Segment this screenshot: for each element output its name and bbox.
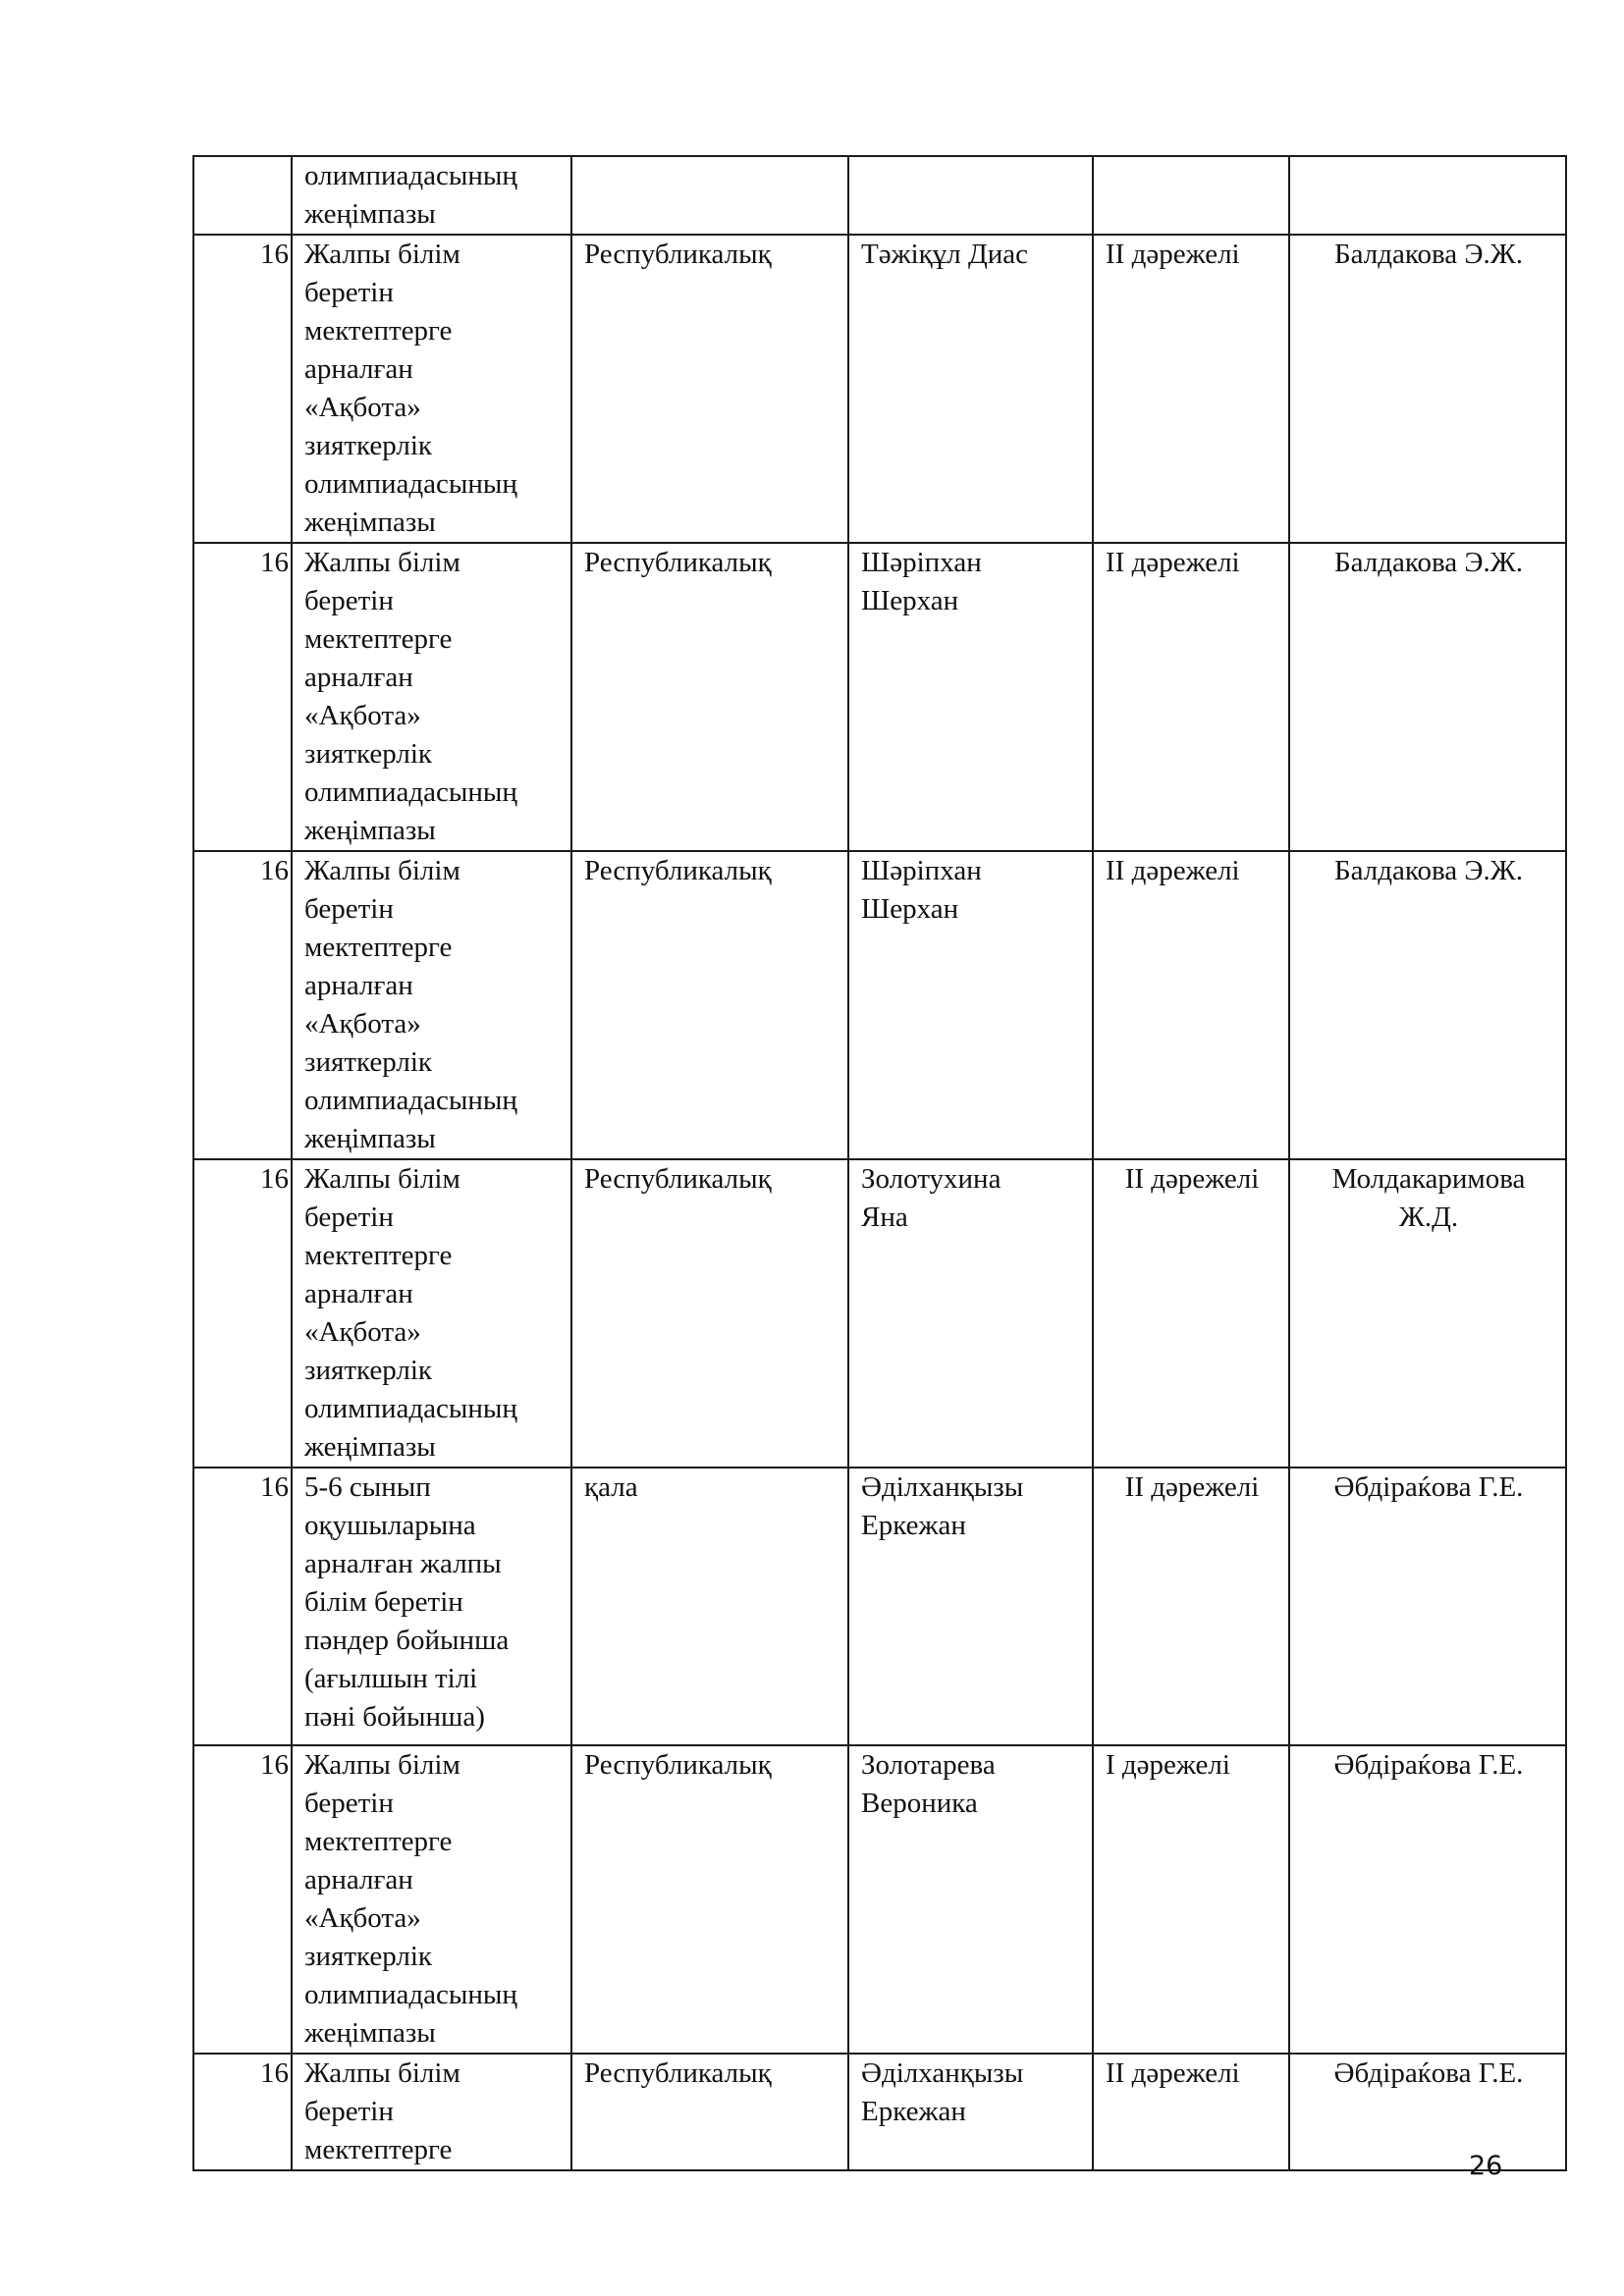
table-row <box>193 543 1566 851</box>
award-title-cell-line: «Ақбота» <box>304 392 421 423</box>
student-name-cell-line: Шерхан <box>861 893 959 925</box>
award-title-cell-line: оқушыларына <box>304 1510 476 1541</box>
student-name-cell-line: Золотарева <box>861 1749 996 1781</box>
award-title-cell-line: мектептерге <box>304 1240 453 1271</box>
awards-table <box>192 155 1567 2171</box>
award-degree-cell <box>1093 156 1289 235</box>
award-title-cell <box>292 851 571 1159</box>
award-title-cell-line: зияткерлік <box>304 1941 432 1972</box>
award-title-cell-line: «Ақбота» <box>304 1902 421 1934</box>
award-level-cell: Республикалық <box>571 851 848 1159</box>
award-title-cell-line: зияткерлік <box>304 1046 432 1078</box>
teacher-name-cell <box>1289 235 1566 543</box>
student-name-cell-line: Тәжіқұл Диас <box>861 239 1029 270</box>
student-name-cell-line: Әділханқызы <box>861 2057 1024 2089</box>
student-name-cell <box>848 1159 1093 1468</box>
award-level-cell: Республикалық <box>571 2054 848 2170</box>
teacher-name-cell-line: Молдакаримова <box>1331 1163 1526 1195</box>
student-name-cell-line: Вероника <box>861 1788 978 1819</box>
student-name-cell <box>848 1468 1093 1745</box>
student-name-cell <box>848 1745 1093 2054</box>
award-title-cell-line: зияткерлік <box>304 1355 432 1386</box>
student-name-cell <box>848 235 1093 543</box>
table-row <box>193 1745 1566 2054</box>
award-title-cell-line: «Ақбота» <box>304 700 421 731</box>
award-level-cell: қала <box>571 1468 848 1745</box>
award-title-cell-line: олимпиадасының <box>304 776 517 808</box>
award-title-cell-line: Жалпы білім <box>304 2057 460 2089</box>
student-name-cell <box>848 2054 1093 2170</box>
table-row <box>193 1159 1566 1468</box>
award-degree-cell: ІІ дәрежелі <box>1093 543 1289 851</box>
award-degree-cell: ІІ дәрежелі <box>1093 1468 1289 1745</box>
student-name-cell-line: Еркежан <box>861 2096 966 2127</box>
student-name-cell-line: Еркежан <box>861 1510 966 1541</box>
page-number: 26 <box>1469 2151 1503 2181</box>
row-number-cell: 16 <box>193 2054 292 2170</box>
award-title-cell-line: арналған <box>304 353 413 385</box>
award-title-cell-line: мектептерге <box>304 1826 453 1857</box>
award-title-cell <box>292 156 571 235</box>
award-title-cell-line: «Ақбота» <box>304 1008 421 1040</box>
award-degree-cell: І дәрежелі <box>1093 1745 1289 2054</box>
table-row <box>193 1468 1566 1745</box>
award-title-cell-line: «Ақбота» <box>304 1316 421 1348</box>
award-title-cell <box>292 1159 571 1468</box>
award-title-cell <box>292 543 571 851</box>
row-number-cell: 16 <box>193 1159 292 1468</box>
award-title-cell <box>292 1745 571 2054</box>
award-title-cell-line: 5-6 сынып <box>304 1471 431 1503</box>
award-title-cell-line: арналған <box>304 1864 413 1896</box>
award-title-cell-line: пәндер бойынша <box>304 1625 510 1656</box>
award-title-cell-line: арналған <box>304 970 413 1001</box>
award-title-cell-line: зияткерлік <box>304 430 432 461</box>
award-title-cell-line: Жалпы білім <box>304 1749 460 1781</box>
award-title-cell-line: беретін <box>304 585 394 616</box>
award-title-cell-line: Жалпы білім <box>304 855 460 886</box>
award-title-cell <box>292 235 571 543</box>
student-name-cell <box>848 851 1093 1159</box>
student-name-cell-line: Шәріпхан <box>861 547 982 578</box>
teacher-name-cell <box>1289 1745 1566 2054</box>
teacher-name-cell-line: Балдакова Э.Ж. <box>1333 239 1524 270</box>
award-level-cell <box>571 156 848 235</box>
award-level-cell: Республикалық <box>571 1159 848 1468</box>
award-title-cell-line: жеңімпазы <box>304 2017 436 2049</box>
award-level-cell: Республикалық <box>571 1745 848 2054</box>
award-title-cell-line: Жалпы білім <box>304 547 460 578</box>
award-title-cell-line: олимпиадасының <box>304 160 517 191</box>
student-name-cell-line: Яна <box>861 1201 908 1233</box>
award-title-cell-line: беретін <box>304 1201 394 1233</box>
award-title-cell-line: олимпиадасының <box>304 1979 517 2010</box>
awards-table-body <box>193 156 1566 2170</box>
award-title-cell-line: Жалпы білім <box>304 239 460 270</box>
teacher-name-cell <box>1289 2054 1566 2170</box>
teacher-name-cell-line: Әбдіраќова Г.Е. <box>1333 1749 1524 1781</box>
award-title-cell <box>292 1468 571 1745</box>
award-title-cell-line: арналған <box>304 1278 413 1309</box>
teacher-name-cell <box>1289 1468 1566 1745</box>
award-title-cell-line: беретін <box>304 893 394 925</box>
teacher-name-cell-line: Ж.Д. <box>1398 1201 1459 1233</box>
award-title-cell-line: беретін <box>304 1788 394 1819</box>
row-number-cell: 16 <box>193 1468 292 1745</box>
award-title-cell-line: зияткерлік <box>304 738 432 770</box>
student-name-cell-line: Шәріпхан <box>861 855 982 886</box>
award-title-cell-line: жеңімпазы <box>304 1431 436 1463</box>
award-degree-cell: ІІ дәрежелі <box>1093 1159 1289 1468</box>
award-degree-cell: ІІ дәрежелі <box>1093 851 1289 1159</box>
table-row <box>193 235 1566 543</box>
row-number-cell: 16 <box>193 235 292 543</box>
award-title-cell-line: мектептерге <box>304 623 453 655</box>
student-name-cell-line: Шерхан <box>861 585 959 616</box>
award-title-cell-line: жеңімпазы <box>304 1123 436 1154</box>
award-level-cell: Республикалық <box>571 543 848 851</box>
award-title-cell-line: пәні бойынша) <box>304 1701 485 1733</box>
award-title-cell-line: олимпиадасының <box>304 1085 517 1116</box>
student-name-cell <box>848 543 1093 851</box>
award-title-cell-line: арналған <box>304 662 413 693</box>
teacher-name-cell <box>1289 543 1566 851</box>
teacher-name-cell-line: Балдакова Э.Ж. <box>1333 855 1524 886</box>
teacher-name-cell <box>1289 851 1566 1159</box>
award-title-cell-line: арналған жалпы <box>304 1548 502 1579</box>
row-number-cell: 16 <box>193 1745 292 2054</box>
teacher-name-cell-line: Балдакова Э.Ж. <box>1333 547 1524 578</box>
student-name-cell-line: Золотухина <box>861 1163 1001 1195</box>
row-number-cell <box>193 156 292 235</box>
award-title-cell-line: жеңімпазы <box>304 198 436 230</box>
award-title-cell-line: беретін <box>304 277 394 308</box>
award-degree-cell: ІІ дәрежелі <box>1093 2054 1289 2170</box>
row-number-cell: 16 <box>193 543 292 851</box>
teacher-name-cell-line: Әбдіраќова Г.Е. <box>1333 2057 1524 2089</box>
award-title-cell-line: білім беретін <box>304 1586 463 1618</box>
award-title-cell-line: жеңімпазы <box>304 507 436 538</box>
award-title-cell-line: мектептерге <box>304 2134 453 2165</box>
teacher-name-cell <box>1289 1159 1566 1468</box>
student-name-cell <box>848 156 1093 235</box>
award-title-cell-line: (ағылшын тілі <box>304 1663 478 1694</box>
award-title-cell-line: мектептерге <box>304 315 453 347</box>
award-title-cell-line: жеңімпазы <box>304 815 436 846</box>
award-title-cell-line: беретін <box>304 2096 394 2127</box>
teacher-name-cell-line: Әбдіраќова Г.Е. <box>1333 1471 1524 1503</box>
award-title-cell-line: мектептерге <box>304 932 453 963</box>
teacher-name-cell <box>1289 156 1566 235</box>
award-title-cell-line: олимпиадасының <box>304 468 517 500</box>
row-number-cell: 16 <box>193 851 292 1159</box>
table-row <box>193 2054 1566 2170</box>
table-row <box>193 851 1566 1159</box>
award-degree-cell: ІІ дәрежелі <box>1093 235 1289 543</box>
award-title-cell <box>292 2054 571 2170</box>
award-title-cell-line: олимпиадасының <box>304 1393 517 1424</box>
student-name-cell-line: Әділханқызы <box>861 1471 1024 1503</box>
table-row <box>193 156 1566 235</box>
award-level-cell: Республикалық <box>571 235 848 543</box>
award-title-cell-line: Жалпы білім <box>304 1163 460 1195</box>
